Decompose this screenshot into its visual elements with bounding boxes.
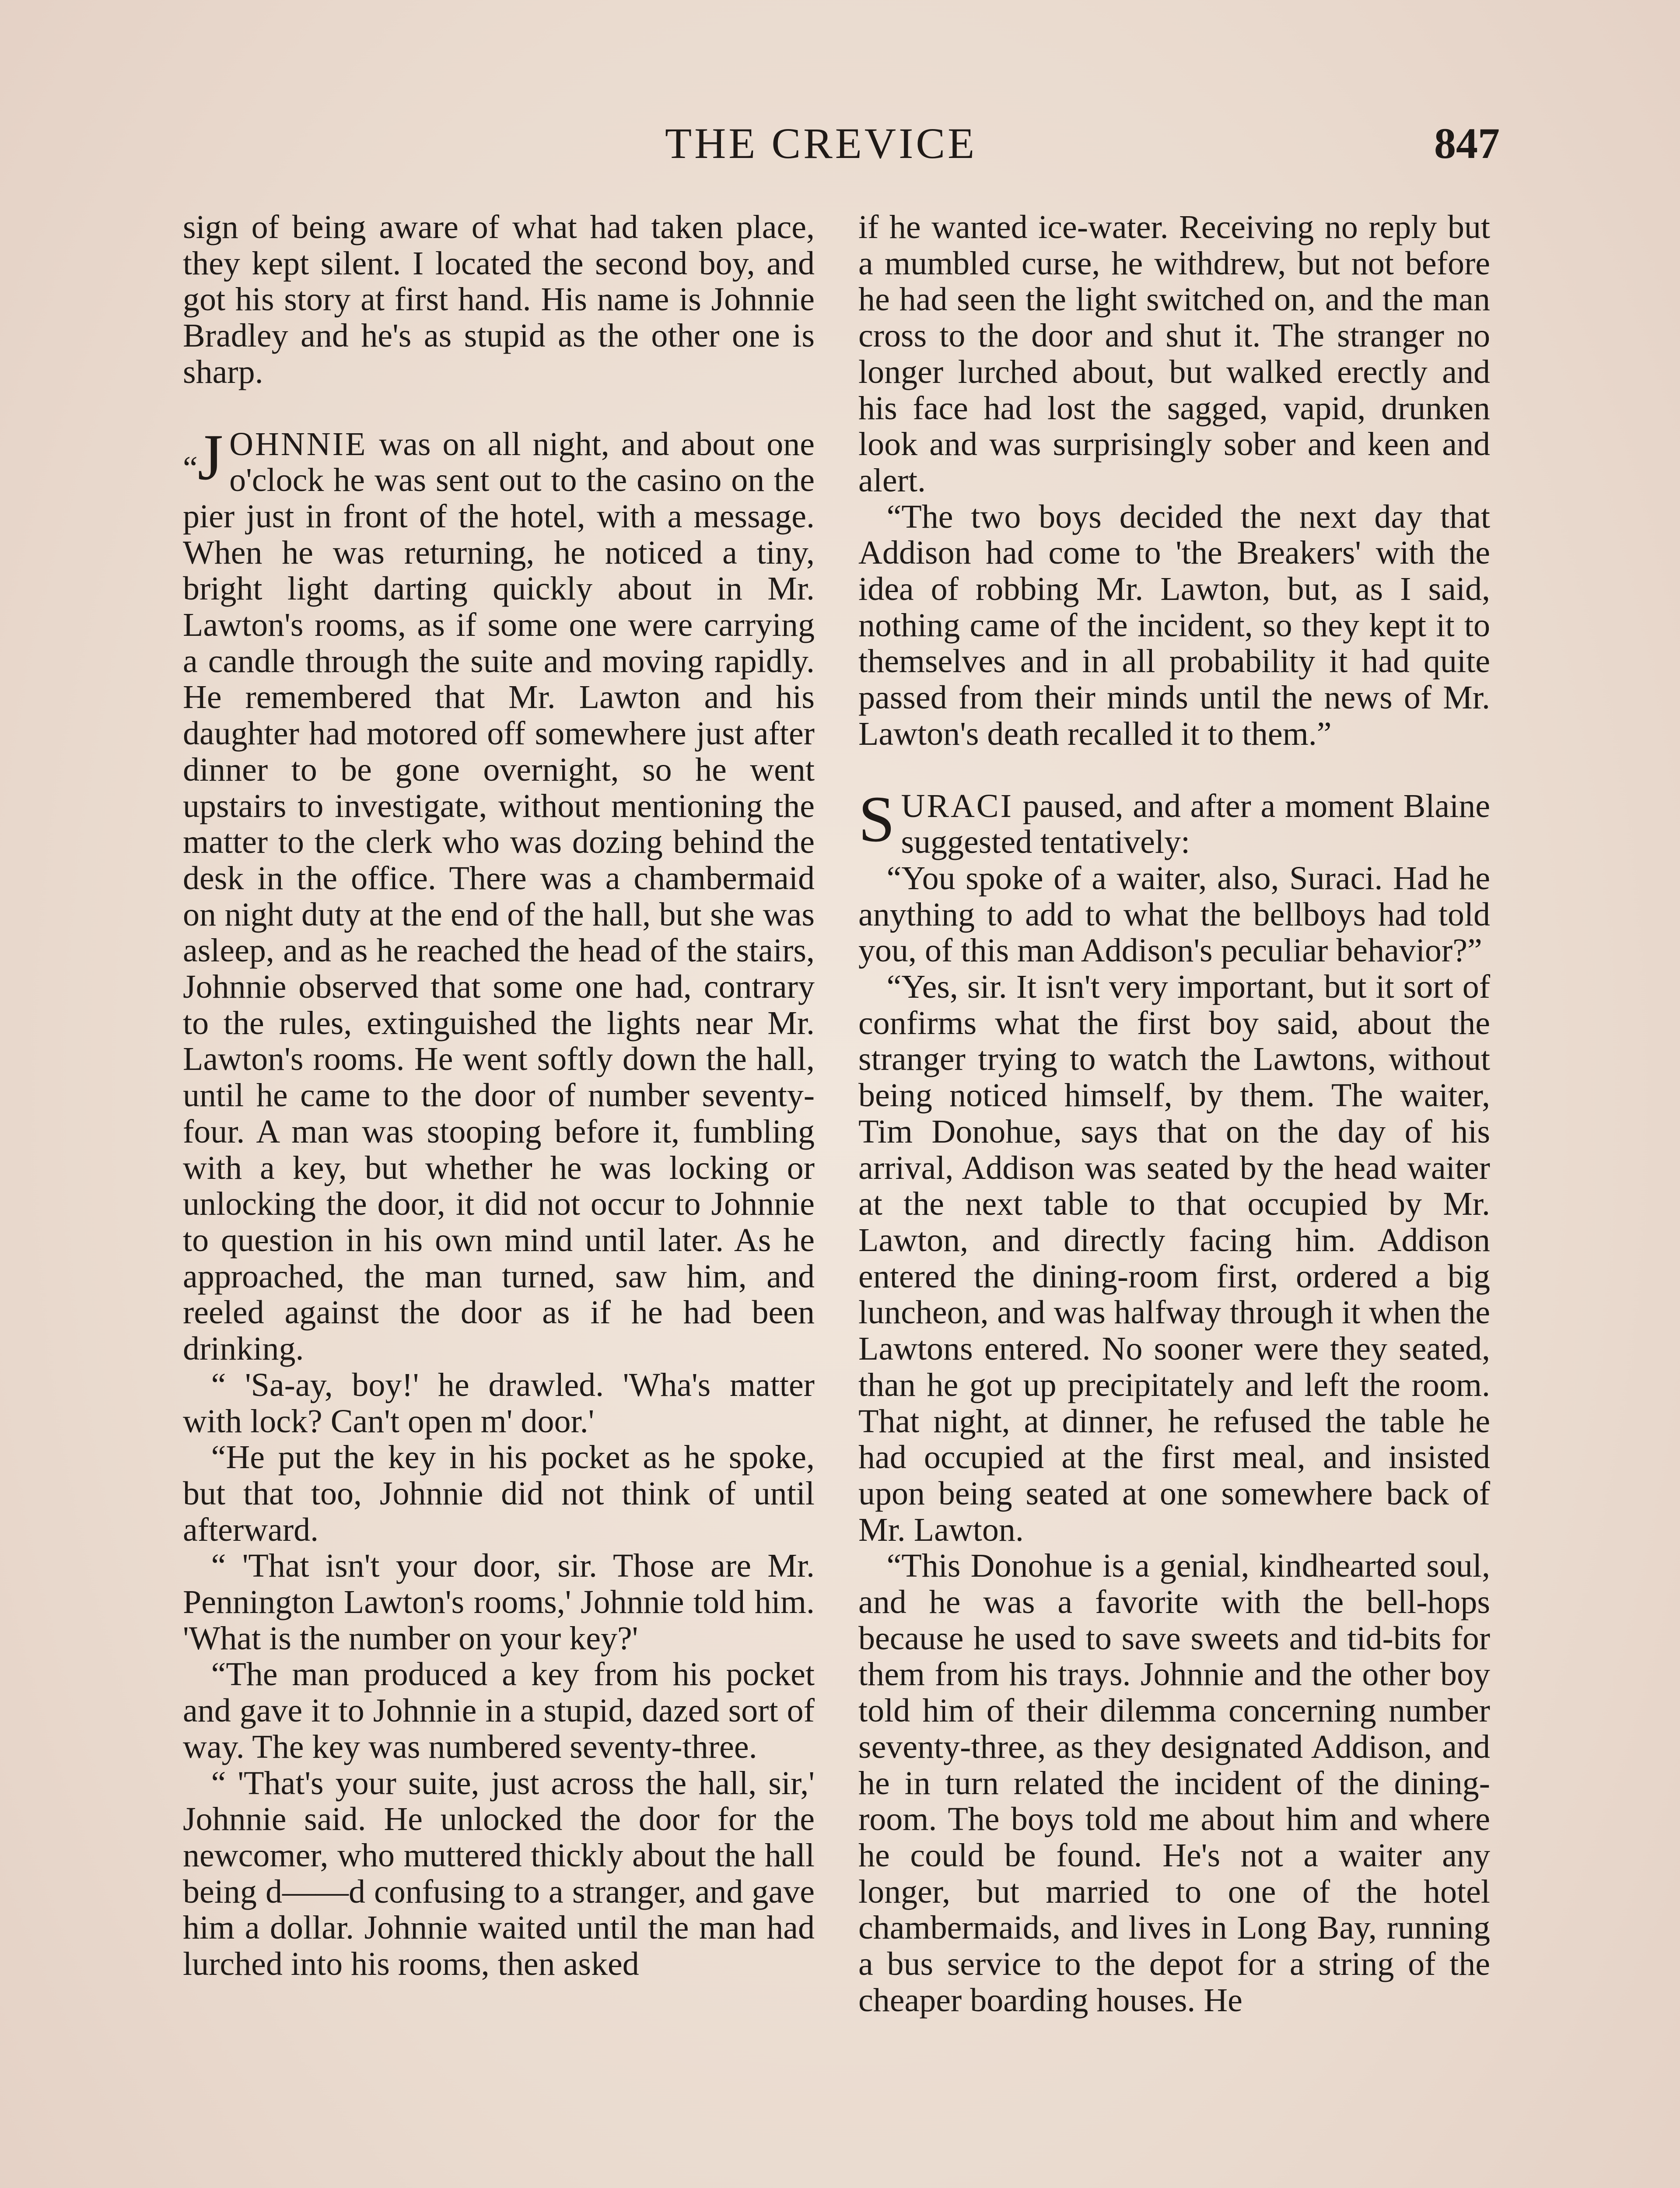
- drop-cap: [183, 421, 224, 497]
- paragraph: if he wanted ice-water. Receiving no reply but a mumbled curse, he withdrew, but not before he had seen the light switched on, and the man cross to the door and shut it. The stranger no longer lurched about, but walked erectly and his face had lost the sagged, vapid, drunken look and was surprisingly sober and keen and alert.: [858, 209, 1490, 499]
- paragraph: “ 'Sa-ay, boy!' he drawled. 'Wha's matter with lock? Can't open m' door.': [183, 1366, 815, 1440]
- paragraph: “You spoke of a waiter, also, Suraci. Had he anything to add to what the bellboys had told you, of this man Addison's peculiar behavior?”: [858, 859, 1490, 969]
- paragraph: sign of being aware of what had taken place, they kept silent. I located the second boy, and got his story at first hand. His name is Johnnie Bradley and he's as stupid as the other one is sharp.: [183, 209, 815, 390]
- paragraph: “The man produced a key from his pocket and gave it to Johnnie in a stupid, dazed sort of way. The key was numbered seventy-three.: [183, 1656, 815, 1765]
- drop-cap-letter: S: [858, 782, 895, 856]
- page-number: 847: [1434, 119, 1500, 168]
- paragraph-text: was on all night, and about one o'clock he was sent out to the casino on the pier just in front of the hotel, with a message. When he was returning, he noticed a tiny, bright light darting quickly about in Mr. Lawton's rooms, as if some one were carrying a candle through the suite and moving rapidly. He remembered that Mr. Lawton and his daughter had motored off somewhere just after dinner to be gone overnight, so he went upstairs to investigate, without mentioning the matter to the clerk who was dozing behind the desk in the office. There was a chambermaid on night duty at the end of the hall, but she was asleep, and as he reached the head of the stairs, Johnnie observed that some one had, contrary to the rules, extinguished the lights near Mr. Lawton's rooms. He went softly down the hall, until he came to the door of number seventy-four. A man was stooping before it, fumbling with a key, but whether he was locking or unlocking the door, it did not occur to Johnnie to question in his own mind until later. As he approached, the man turned, saw him, and reeled against the door as if he had been drinking.: [183, 425, 815, 1368]
- open-quote: “: [183, 449, 198, 487]
- drop-cap-letter: J: [197, 421, 224, 494]
- paragraph: “The two boys decided the next day that Addison had come to 'the Breakers' with the idea of robbing Mr. Lawton, but, as I said, nothing came of the incident, so they kept it to themselves and in all probability it had quite passed from their minds until the news of Mr. Lawton's death recalled it to them.”: [858, 498, 1490, 752]
- paragraph: “ 'That's your suite, just across the hall, sir,' Johnnie said. He unlocked the door for the newcomer, who muttered thickly about the hall being d——d confusing to a stranger, and gave him a dollar. Johnnie waited until the man had lurched into his rooms, then asked: [183, 1764, 815, 1983]
- dropcap-paragraph: [858, 782, 1490, 861]
- first-word: OHNNIE: [229, 425, 368, 463]
- paragraph: “He put the key in his pocket as he spoke, but that too, Johnnie did not think of until afterward.: [183, 1439, 815, 1548]
- first-word: URACI: [901, 787, 1013, 824]
- right-column: [858, 209, 1490, 2018]
- paragraph: “ 'That isn't your door, sir. Those are Mr. Pennington Lawton's rooms,' Johnnie told him. 'What is the number on your key?': [183, 1547, 815, 1657]
- paragraph: “This Donohue is a genial, kindhearted soul, and he was a favorite with the bell-hops because he used to save sweets and tid-bits for them from his trays. Johnnie and the other boy told him of their dilemma concerning number seventy-three, as they designated Addison, and he in turn related the incident of the dining-room. The boys told me about him and where he could be found. He's not a waiter any longer, but married to one of the hotel chambermaids, and lives in Long Bay, running a bus service to the depot for a string of the cheaper boarding houses. He: [858, 1547, 1490, 2019]
- paragraph: “Yes, sir. It isn't very important, but it sort of confirms what the first boy said, about the stranger trying to watch the Lawtons, without being noticed himself, by them. The waiter, Tim Donohue, says that on the day of his arrival, Addison was seated by the head waiter at the next table to that occupied by Mr. Lawton, and directly facing him. Addison entered the dining-room first, ordered a big luncheon, and was halfway through it when the Lawtons entered. No sooner were they seated, than he got up precipitately and left the room. That night, at dinner, he refused the table he had occupied at the first meal, and insisted upon being seated at one somewhere back of Mr. Lawton.: [858, 968, 1490, 1548]
- paragraph-text: paused, and after a moment Blaine suggested tentatively:: [901, 787, 1490, 861]
- left-column: [183, 209, 815, 1982]
- running-title: THE CREVICE: [665, 119, 977, 168]
- running-header: [0, 118, 1680, 175]
- dropcap-paragraph: [183, 421, 815, 1368]
- section-break: [183, 390, 815, 426]
- section-break: [858, 752, 1490, 788]
